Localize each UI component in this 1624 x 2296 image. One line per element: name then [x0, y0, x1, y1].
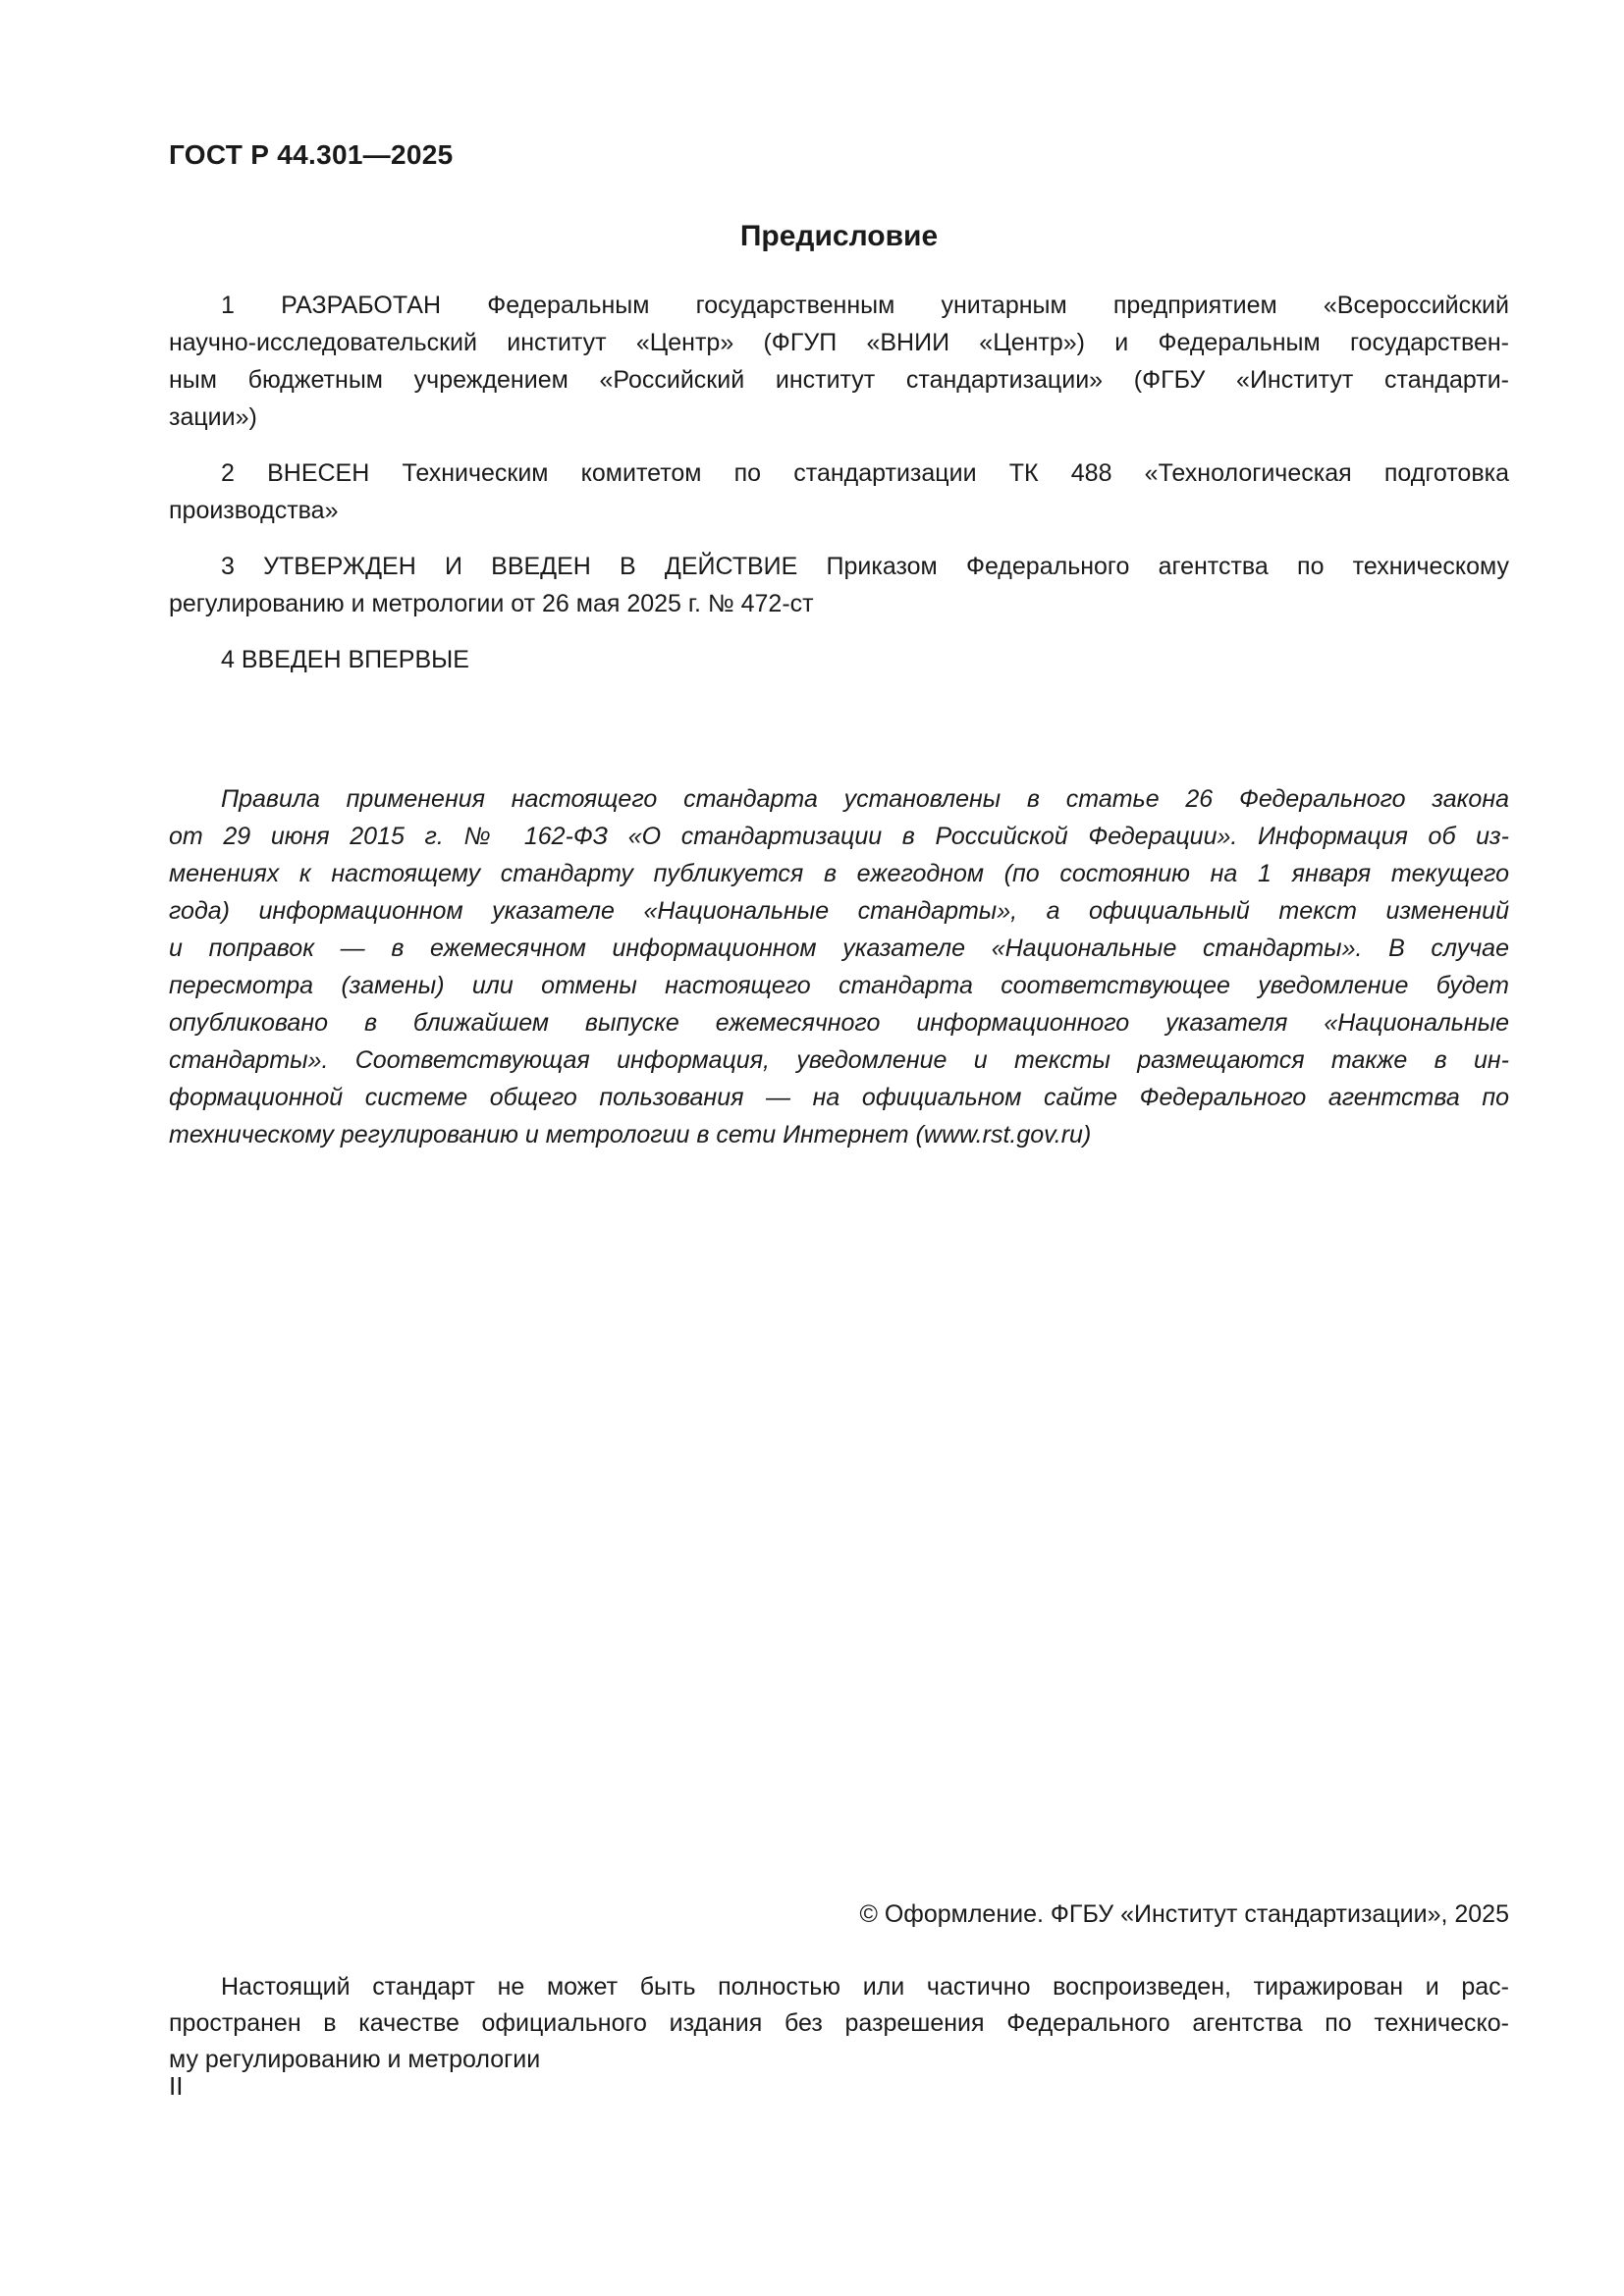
- page-title: Предисловие: [739, 220, 939, 252]
- text-line: техническому регулированию и метрологии в сети Интернет (www.rst.gov.ru): [169, 1121, 1092, 1148]
- text-line: года) информационном указателе «Национальные стандарты», а официальный текст изменений: [169, 897, 1509, 925]
- copyright-line: © Оформление. ФГБУ «Институт стандартизации», 2025: [859, 1900, 1509, 1928]
- application-rules-notice: [169, 780, 1509, 1153]
- clause-submitted: [169, 454, 1509, 529]
- preface-body: [169, 287, 1509, 1153]
- clause-developed: [169, 287, 1509, 436]
- text-line: от 29 июня 2015 г. № 162-ФЗ «О стандартизации в Российской Федерации». Информация об из-: [169, 823, 1509, 850]
- document-code: ГОСТ Р 44.301—2025: [169, 139, 454, 170]
- text-line: менениях к настоящему стандарту публикуется в ежегодном (по состоянию на 1 января текущего: [169, 860, 1509, 887]
- text-line: ным бюджетным учреждением «Российский институт стандартизации» (ФГБУ «Институт стандарти-: [169, 366, 1509, 394]
- text-line: пересмотра (замены) или отмены настоящего стандарта соответствующее уведомление будет: [169, 972, 1509, 999]
- text-line: му регулированию и метрологии: [169, 2046, 541, 2073]
- text-line: пространен в качестве официального издания без разрешения Федерального агентства по техническо-: [169, 2009, 1509, 2037]
- text-line: стандарты». Соответствующая информация, уведомление и тексты размещаются также в ин-: [169, 1046, 1509, 1074]
- text-line: зации»): [169, 403, 257, 431]
- page-number: II: [169, 2071, 184, 2101]
- text-line: и поправок — в ежемесячном информационном указателе «Национальные стандарты». В случае: [169, 934, 1509, 962]
- text-line: производства»: [169, 497, 339, 524]
- clause-first-introduced: [169, 641, 1509, 678]
- text-line: 1 РАЗРАБОТАН Федеральным государственным унитарным предприятием «Всероссийский: [221, 292, 1509, 319]
- reproduction-restriction-notice: [169, 1969, 1509, 2078]
- text-line: формационной системе общего пользования — на официальном сайте Федерального агентства по: [169, 1084, 1509, 1111]
- text-line: 2 ВНЕСЕН Техническим комитетом по стандартизации ТК 488 «Технологическая подготовка: [221, 459, 1509, 487]
- text-line: 3 УТВЕРЖДЕН И ВВЕДЕН В ДЕЙСТВИЕ Приказом Федерального агентства по техническому: [221, 553, 1509, 580]
- text-line: научно-исследовательский институт «Центр» (ФГУП «ВНИИ «Центр») и Федеральным государствен-: [169, 329, 1509, 356]
- text-line: Настоящий стандарт не может быть полностью или частично воспроизведен, тиражирован и рас-: [221, 1973, 1509, 2001]
- clause-approved: [169, 548, 1509, 622]
- text-line: 4 ВВЕДЕН ВПЕРВЫЕ: [221, 646, 469, 673]
- text-line: регулированию и метрологии от 26 мая 2025 г. № 472-ст: [169, 590, 814, 617]
- text-line: опубликовано в ближайшем выпуске ежемесячного информационного указателя «Национальные: [169, 1009, 1509, 1037]
- text-line: Правила применения настоящего стандарта установлены в статье 26 Федерального закона: [221, 785, 1509, 813]
